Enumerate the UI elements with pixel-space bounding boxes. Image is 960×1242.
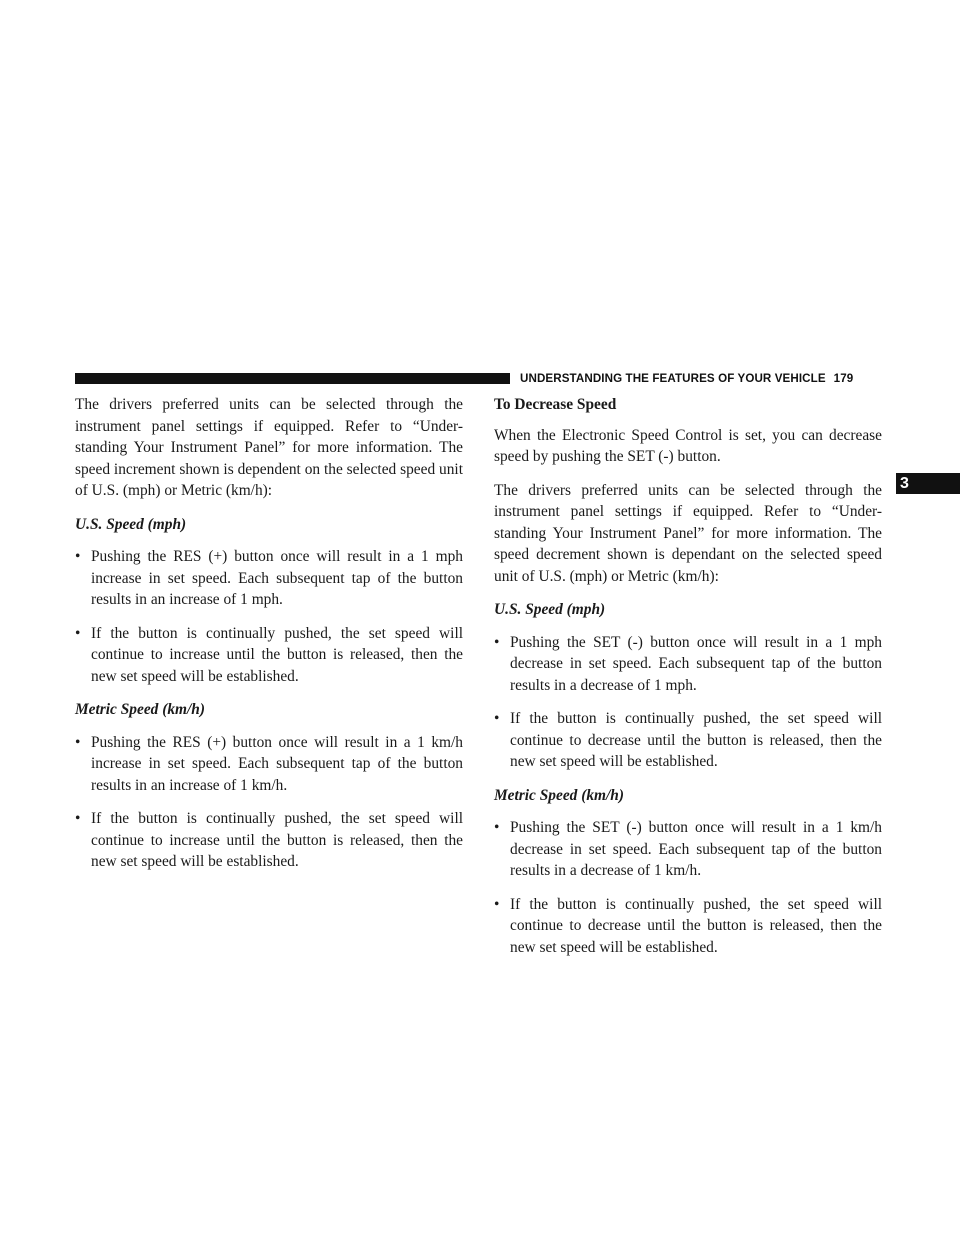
decrease-speed-heading: To Decrease Speed xyxy=(494,396,617,413)
metric-speed-heading: Metric Speed (km/h) xyxy=(494,786,624,804)
left-column xyxy=(75,394,463,885)
list-item: • Pushing the RES (+) button once will result in a 1 mph increase in set speed. Each subsequent tap of the button results in an increase of 1 mph. xyxy=(75,546,463,611)
section-title: UNDERSTANDING THE FEATURES OF YOUR VEHICLE xyxy=(520,372,826,385)
us-speed-list xyxy=(75,546,463,687)
list-item: • If the button is continually pushed, the set speed will continue to increase until the button is released, then the new set speed will be established. xyxy=(75,623,463,688)
us-speed-heading: U.S. Speed (mph) xyxy=(75,515,187,533)
metric-speed-heading: Metric Speed (km/h) xyxy=(75,701,205,718)
list-item: • If the button is continually pushed, the set speed will continue to decrease until the button is released, then the new set speed will be established. xyxy=(494,894,882,959)
intro-paragraph: The drivers preferred units can be selected through the instrument panel settings if equipped. Refer to “Under-standing Your Instrument Panel” for more information. The speed increment shown is dependent on the selected speed unit of U.S. (mph) or Metric (km/h): xyxy=(75,396,463,499)
metric-speed-list xyxy=(75,732,463,873)
page-number: 179 xyxy=(833,372,854,385)
decrease-intro-paragraph: When the Electronic Speed Control is set, you can decrease speed by pushing the SET (-) button. xyxy=(494,426,882,465)
list-item: • Pushing the SET (-) button once will result in a 1 mph decrease in set speed. Each subsequent tap of the button results in a decrease of 1 mph. xyxy=(494,632,882,697)
chapter-tab xyxy=(896,473,960,494)
list-item: • Pushing the RES (+) button once will result in a 1 km/h increase in set speed. Each subsequent tap of the button results in an increase of 1 km/h. xyxy=(75,732,463,797)
right-column xyxy=(494,394,882,970)
chapter-number: 3 xyxy=(900,475,909,492)
us-speed-heading: U.S. Speed (mph) xyxy=(494,601,606,618)
list-item: • If the button is continually pushed, the set speed will continue to increase until the button is released, then the new set speed will be established. xyxy=(75,808,463,873)
units-paragraph: The drivers preferred units can be selected through the instrument panel settings if equipped. Refer to “Under-standing Your Instrument Panel” for more information. The speed decrement shown is dependant on the selected speed unit of U.S. (mph) or Metric (km/h): xyxy=(494,481,882,585)
us-speed-list xyxy=(494,632,882,773)
header-rule xyxy=(75,373,510,384)
running-head xyxy=(520,372,882,386)
list-item: • Pushing the SET (-) button once will result in a 1 km/h decrease in set speed. Each subsequent tap of the button results in a decrease of 1 km/h. xyxy=(494,817,882,882)
metric-speed-list xyxy=(494,817,882,958)
list-item: • If the button is continually pushed, the set speed will continue to decrease until the button is released, then the new set speed will be established. xyxy=(494,708,882,773)
